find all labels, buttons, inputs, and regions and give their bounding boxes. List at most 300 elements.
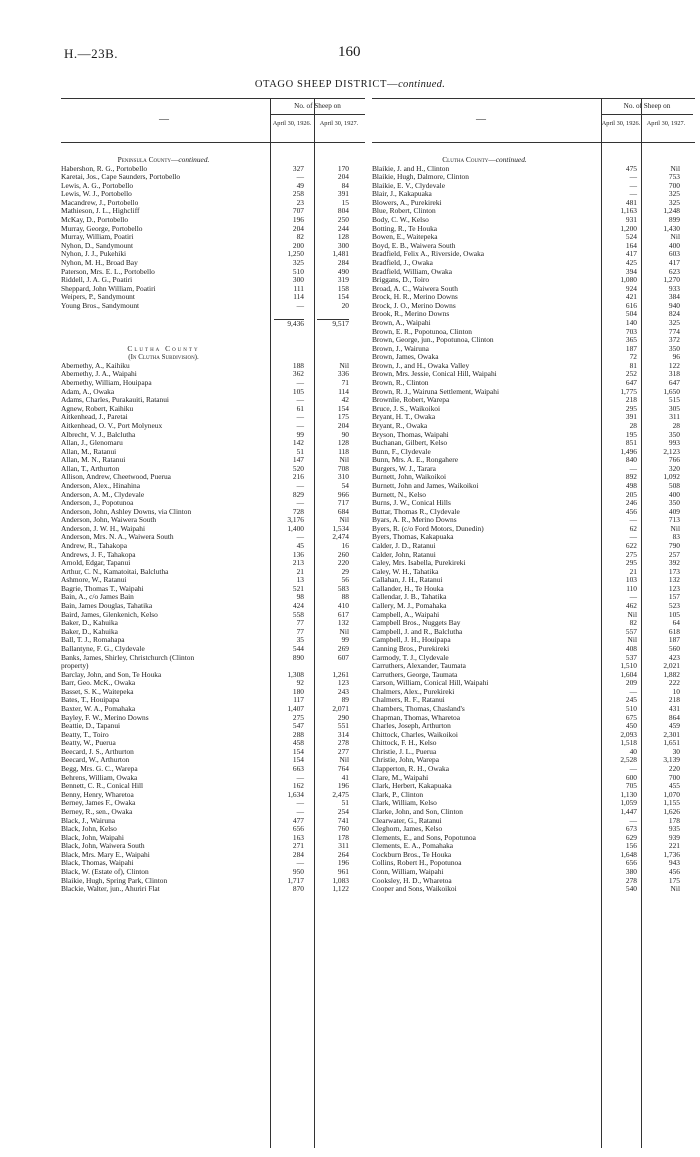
- table-row: [372, 422, 695, 431]
- sheep-1927-cell: 16: [341, 541, 349, 551]
- sheep-1926-cell: 288: [292, 729, 304, 739]
- owner-name-cell: Karetai, Jos., Cape Saunders, Portobello: [61, 173, 181, 182]
- sheep-1926-cell: —: [296, 172, 304, 182]
- table-row: [61, 851, 365, 860]
- sheep-1927-cell: 123: [668, 583, 680, 593]
- sheep-1926-cell: 1,496: [620, 446, 637, 456]
- sheep-1927-cell: 157: [668, 592, 680, 602]
- sheep-1927-cell: 260: [337, 549, 349, 559]
- sheep-1927-cell: 84: [341, 180, 349, 190]
- sheep-1926-cell: 656: [292, 824, 304, 834]
- owner-name-cell: Bryant, R., Owaka: [372, 421, 428, 430]
- owner-name-cell: Brook, R., Merino Downs: [372, 310, 450, 319]
- table-row: [372, 696, 695, 705]
- owner-name-cell: Chalmers, R. F., Ratanui: [372, 696, 445, 705]
- owner-name-cell: Abernethy, A., Kaihiku: [61, 361, 130, 370]
- table-row: [61, 731, 365, 740]
- owner-name-cell: Bradfield, Felix A., Riverside, Owaka: [372, 250, 485, 259]
- sheep-1927-cell: 314: [337, 729, 349, 739]
- owner-name-cell: Brownlie, Robert, Warepa: [372, 396, 450, 405]
- sheep-1927-cell: 1,070: [663, 789, 680, 799]
- sheep-1927-cell: 417: [668, 257, 680, 267]
- sheep-1927-cell: Nil: [339, 360, 349, 370]
- header-rule: [372, 142, 695, 143]
- owner-name-cell: Bain, A., c/o James Bain: [61, 593, 134, 602]
- table-row: [372, 319, 695, 328]
- owner-name-cell: Carruthers, George, Taumata: [372, 670, 458, 679]
- table-row: [61, 491, 365, 500]
- owner-name-cell: Black, Thomas, Waipahi: [61, 859, 134, 868]
- sheep-1926-cell: 408: [625, 643, 637, 653]
- owner-name-cell: Bradfield, J., Owaka: [372, 258, 433, 267]
- table-row: [61, 756, 365, 765]
- table-row: [372, 225, 695, 234]
- table-row: [372, 714, 695, 723]
- owner-name-cell: Beattie, D., Tapanui: [61, 722, 121, 731]
- section-heading-text: [372, 156, 597, 165]
- sheep-1926-cell: —: [296, 772, 304, 782]
- sheep-1926-cell: 295: [625, 403, 637, 413]
- table-row: [372, 834, 695, 843]
- section-heading-text: [61, 353, 266, 362]
- sheep-1927-cell: 2,475: [332, 789, 349, 799]
- owner-name-cell: McKay, D., Portobello: [61, 216, 129, 225]
- owner-name-cell: Carson, William, Conical Hill, Waipahi: [372, 679, 489, 688]
- table-row: [372, 293, 695, 302]
- table-row: [61, 190, 365, 199]
- sheep-1927-cell: 372: [668, 335, 680, 345]
- owner-name-cell: Anderson, Alex., Hinahina: [61, 481, 141, 490]
- sheep-1926-cell: 82: [629, 618, 637, 628]
- table-row: [61, 165, 365, 174]
- owner-name-cell: Brown, James, Owaka: [372, 353, 439, 362]
- sheep-1927-cell: 1,534: [332, 523, 349, 533]
- sheep-1927-cell: 318: [668, 369, 680, 379]
- table-rows: [372, 156, 695, 894]
- sheep-1927-cell: 204: [337, 172, 349, 182]
- sheep-1927-cell: 123: [337, 678, 349, 688]
- sheep-1927-cell: 257: [668, 549, 680, 559]
- owner-name-cell: Callander, H., Te Houka: [372, 584, 444, 593]
- sheep-1926-cell: Nil: [627, 609, 637, 619]
- sheep-1927-cell: 222: [668, 678, 680, 688]
- sheep-1926-cell: 462: [625, 601, 637, 611]
- table-row: [61, 465, 365, 474]
- owner-name-cell: Anderson, J. W. H., Waipahi: [61, 524, 146, 533]
- sheep-1926-cell: 2,528: [620, 755, 637, 765]
- sheep-1926-cell: 510: [625, 704, 637, 713]
- sheep-1926-cell: 458: [292, 738, 304, 748]
- owner-name-cell: Allan, J., Glenomaru: [61, 439, 123, 448]
- sheep-1926-cell: 51: [296, 446, 304, 456]
- table-row: [372, 817, 695, 826]
- sheep-1926-cell: —: [629, 189, 637, 199]
- sheep-1927-cell: 1,122: [332, 884, 349, 894]
- table-row: [372, 877, 695, 886]
- table-row: [61, 225, 365, 234]
- sheep-1926-cell: —: [296, 300, 304, 310]
- table-row: [372, 791, 695, 800]
- owner-name-cell: Baxter, W. A., Pomahaka: [61, 705, 136, 713]
- owner-name-cell: Murray, George, Portobello: [61, 224, 143, 233]
- spacer-row: [61, 310, 365, 319]
- owner-name-cell: Abernethy, J. A., Waipahi: [61, 370, 137, 379]
- table-row: [372, 465, 695, 474]
- table-row: [61, 173, 365, 182]
- sheep-1927-cell: 20: [341, 300, 349, 310]
- table-row: [372, 671, 695, 680]
- right-sheep-table: [372, 98, 695, 1148]
- sheep-1926-cell: —: [629, 686, 637, 696]
- owner-name-cell: Brown, George, jun., Popotunoa, Clinton: [372, 336, 494, 345]
- sheep-1927-cell: 2,021: [663, 661, 680, 671]
- owner-name-cell: Begg, Mrs. G. C., Warepa: [61, 765, 138, 774]
- table-row: [372, 207, 695, 216]
- col-1926-header: April 30, 1926.: [601, 120, 641, 127]
- table-row: [61, 636, 365, 645]
- table-row: [372, 868, 695, 877]
- table-row: [372, 576, 695, 585]
- owner-name-cell: Campbell Bros., Nuggets Bay: [372, 619, 461, 628]
- owner-name-cell: Black, W. (Estate of), Clinton: [61, 867, 149, 876]
- table-row: [372, 542, 695, 551]
- sheep-1926-cell: 629: [625, 832, 637, 842]
- table-row: [372, 448, 695, 457]
- sheep-1926-cell: 195: [625, 429, 637, 439]
- sheep-1927-cell: 350: [668, 498, 680, 508]
- table-row: [372, 842, 695, 851]
- sheep-1926-cell: 931: [625, 215, 637, 225]
- sheep-1926-cell: 300: [292, 275, 304, 285]
- owner-name-cell: Andrew, R., Tahakopa: [61, 542, 127, 551]
- sheep-1927-cell: 1,261: [332, 669, 349, 679]
- owner-name-cell: Nyhon, J. J., Pukehiki: [61, 250, 127, 259]
- owner-name-cell: Allan, T., Arthurton: [61, 464, 120, 473]
- sheep-1927-cell: 175: [668, 875, 680, 885]
- sheep-1926-cell: 82: [296, 232, 304, 242]
- sheep-1926-cell: —: [629, 532, 637, 542]
- sheep-1926-cell: —: [629, 815, 637, 825]
- sheep-1926-cell: 675: [625, 712, 637, 722]
- table-row: [372, 782, 695, 791]
- owner-name-cell: Body, C. W., Kelso: [372, 216, 429, 225]
- table-row: [61, 774, 365, 783]
- sheep-1927-cell: Nil: [339, 755, 349, 765]
- table-row: [372, 182, 695, 191]
- table-row: [372, 722, 695, 731]
- sheep-1927-cell: 300: [337, 240, 349, 250]
- owner-name-cell: Weipers, P., Sandymount: [61, 293, 135, 302]
- sheep-1927-cell: 2,301: [663, 729, 680, 739]
- sheep-1927-cell: 490: [337, 266, 349, 276]
- owner-name-cell: Charles, Joseph, Arthurton: [372, 722, 451, 731]
- table-rows: [61, 156, 365, 894]
- sheep-1927-cell: 158: [337, 283, 349, 293]
- sheep-1927-cell: 278: [337, 738, 349, 748]
- table-row: [372, 611, 695, 620]
- owner-name-cell: Baker, D., Kahuika: [61, 627, 118, 636]
- sheep-1927-cell: Nil: [339, 515, 349, 525]
- table-row: [61, 182, 365, 191]
- owner-name-cell: Canning Bros., Purekireki: [372, 644, 450, 653]
- owner-name-cell: Boyd, E. B., Waiwera South: [372, 241, 456, 250]
- owner-name-cell: Campbell, J. and R., Balclutha: [372, 627, 463, 636]
- owner-name-cell: Ballantyne, F. G., Clydevale: [61, 644, 145, 653]
- table-row: [61, 516, 365, 525]
- sheep-1926-cell: 164: [625, 240, 637, 250]
- title-continued: continued.: [398, 79, 446, 90]
- sheep-1927-cell: 89: [341, 695, 349, 705]
- owner-name-cell: Brock, J. O., Merino Downs: [372, 301, 456, 310]
- sheep-1927-cell: 708: [337, 463, 349, 473]
- owner-name-cell: Clark, P., Clinton: [372, 790, 424, 799]
- owner-name-cell: Anderson, J., Popotunoa: [61, 499, 134, 508]
- owner-name-cell: Bryson, Thomas, Waipahi: [372, 430, 449, 439]
- table-row: [61, 422, 365, 431]
- owner-name-cell: Blair, J., Kakapuaka: [372, 190, 432, 199]
- table-row: [372, 388, 695, 397]
- owner-name-cell: Bain, James Douglas, Tahatika: [61, 602, 153, 611]
- sheep-1926-cell: 21: [629, 566, 637, 576]
- sheep-1926-cell: 187: [625, 343, 637, 353]
- sheep-1927-cell: 1,248: [663, 206, 680, 216]
- sheep-1927-cell: 515: [668, 395, 680, 405]
- sheep-1926-cell: 163: [292, 832, 304, 842]
- sheep-1926-cell: 136: [292, 549, 304, 559]
- heading-label: (In Clutha Subdivision).: [128, 353, 199, 362]
- table-row: [61, 533, 365, 542]
- table-row: [61, 808, 365, 817]
- sheep-1926-cell: 105: [292, 386, 304, 396]
- sheep-1927-cell: 325: [668, 317, 680, 327]
- table-row: [61, 370, 365, 379]
- owner-name-cell: Bagrie, Thomas T., Waipahi: [61, 584, 144, 593]
- sheep-1927-cell: 713: [668, 515, 680, 525]
- group-rule: [601, 114, 693, 115]
- sheep-1926-cell: 209: [625, 678, 637, 688]
- sheep-1926-cell: 477: [292, 815, 304, 825]
- sheep-1927-cell: 284: [337, 257, 349, 267]
- sheep-1927-cell: 2,071: [332, 704, 349, 713]
- sheep-1926-cell: 213: [292, 558, 304, 568]
- sheep-1927-cell: 244: [337, 223, 349, 233]
- owner-name-cell: Macandrew, J., Portobello: [61, 198, 139, 207]
- table-row: [61, 834, 365, 843]
- sheep-1926-cell: 1,308: [287, 669, 304, 679]
- table-row: [61, 602, 365, 611]
- sheep-1926-cell: 892: [625, 472, 637, 482]
- sheep-1926-cell: 656: [625, 858, 637, 868]
- sheep-1927-cell: 456: [668, 866, 680, 876]
- sheep-1927-cell: 583: [337, 583, 349, 593]
- table-row: [372, 885, 695, 894]
- sheep-1926-cell: 1,200: [620, 223, 637, 233]
- sheep-1926-cell: —: [296, 798, 304, 808]
- owner-name-cell: Aitkenhead, O. V., Port Molyneux: [61, 421, 163, 430]
- owner-name-cell: Brock, H. R., Merino Downs: [372, 293, 458, 302]
- sheep-1926-cell: 663: [292, 764, 304, 774]
- owner-name-cell: Black, John, Waiwera South: [61, 842, 145, 851]
- table-row: [61, 551, 365, 560]
- col-1927-header: April 30, 1927.: [319, 120, 359, 127]
- table-row: [61, 525, 365, 534]
- sheep-1926-cell: 520: [292, 463, 304, 473]
- sheep-1927-cell: 391: [337, 189, 349, 199]
- owner-name-cell: Bowen, E., Waitepeka: [372, 233, 438, 242]
- table-row: [372, 199, 695, 208]
- table-row: [372, 628, 695, 637]
- sheep-1927-cell: 717: [337, 498, 349, 508]
- sheep-1927-cell: 966: [337, 489, 349, 499]
- sheep-1927-cell: 10: [672, 686, 680, 696]
- sheep-1927-cell: 551: [337, 721, 349, 731]
- table-row: [61, 842, 365, 851]
- heading-label: Clutha County—: [442, 156, 496, 164]
- table-row: [372, 491, 695, 500]
- table-row: [61, 293, 365, 302]
- table-row: [372, 654, 695, 663]
- owner-name-cell: Barr, Geo. McK., Owaka: [61, 679, 136, 688]
- sheep-1927-cell: 350: [668, 343, 680, 353]
- sheep-1926-cell: 851: [625, 438, 637, 448]
- sheep-1926-cell: 840: [625, 455, 637, 465]
- sheep-1927-cell: 170: [337, 163, 349, 173]
- sheep-1927-cell: 400: [668, 489, 680, 499]
- sheep-1926-cell: 673: [625, 824, 637, 834]
- owner-name-cell: Sheppard, John William, Poatiri: [61, 284, 156, 293]
- table-row: [372, 679, 695, 688]
- owner-name-cell: Allan, M., Ratanui: [61, 447, 117, 456]
- sheep-1926-cell: 705: [625, 781, 637, 791]
- section-heading: [61, 156, 365, 165]
- owner-name-cell: Paterson, Mrs. E. L., Portobello: [61, 267, 155, 276]
- sheep-1926-cell: 28: [629, 420, 637, 430]
- sheep-1926-cell: 200: [292, 240, 304, 250]
- table-row: [61, 662, 365, 671]
- sheep-1926-cell: —: [629, 463, 637, 473]
- sheep-1926-cell: 1,250: [287, 249, 304, 259]
- sheep-1926-cell: —: [629, 515, 637, 525]
- table-row: [372, 525, 695, 534]
- sheep-1926-cell: —: [296, 532, 304, 542]
- sheep-1926-cell: 829: [292, 489, 304, 499]
- sheep-1926-cell: 728: [292, 506, 304, 516]
- owner-name-cell: Bates, T., Houipapa: [61, 696, 120, 705]
- sheep-1926-cell: 1,400: [287, 523, 304, 533]
- table-row: [61, 268, 365, 277]
- owner-name-cell: Murray, William, Poatiri: [61, 233, 134, 242]
- left-sheep-table: [61, 98, 365, 1148]
- owner-name-cell: Burnett, John, Waikoikoi: [372, 473, 446, 482]
- sheep-1927-cell: 196: [337, 781, 349, 791]
- table-row: [372, 859, 695, 868]
- owner-name-cell: Black, John, Kelso: [61, 825, 117, 834]
- owner-name-cell: Benny, Henry, Wharetoa: [61, 790, 134, 799]
- table-row: [61, 765, 365, 774]
- sheep-1927-cell: 290: [337, 712, 349, 722]
- sheep-1926-cell: 23: [296, 197, 304, 207]
- owner-name-cell: Clapperton, R. H., Owaka: [372, 765, 449, 774]
- sheep-1927-cell: Nil: [339, 626, 349, 636]
- sheep-1927-cell: 128: [337, 232, 349, 242]
- table-row: [372, 345, 695, 354]
- owner-name-cell: Black, J., Wairuna: [61, 816, 116, 825]
- sheep-1926-cell: 394: [625, 266, 637, 276]
- owner-name-cell: Clark, Herbert, Kakapuaka: [372, 782, 452, 791]
- table-row: [61, 722, 365, 731]
- table-row: [372, 748, 695, 757]
- sheep-1926-cell: 245: [625, 695, 637, 705]
- sheep-1927-cell: 1,736: [663, 849, 680, 859]
- owner-name-cell: Clark, William, Kelso: [372, 799, 437, 808]
- table-row: [61, 396, 365, 405]
- owner-name-cell: Riddell, J. A. G., Poatiri: [61, 276, 133, 285]
- sheep-1927-cell: 54: [341, 480, 349, 490]
- owner-name-cell: Mathieson, J. L., Highcliff: [61, 207, 140, 216]
- sheep-1926-cell: 188: [292, 360, 304, 370]
- sheep-1926-cell: 524: [625, 232, 637, 242]
- sheep-1927-cell: 647: [668, 378, 680, 388]
- owner-name-cell: Briggans, D., Toiro: [372, 276, 430, 285]
- sheep-1926-cell: 246: [625, 498, 637, 508]
- sheep-1927-cell: 764: [337, 764, 349, 774]
- table-row: [372, 336, 695, 345]
- sheep-1927-cell: 9,517: [317, 319, 349, 329]
- table-row: [61, 782, 365, 791]
- sheep-1927-cell: 220: [337, 558, 349, 568]
- sheep-1927-cell: 83: [672, 532, 680, 542]
- sheep-1927-cell: 175: [337, 412, 349, 422]
- table-row: [61, 302, 365, 311]
- sheep-1927-cell: 305: [668, 403, 680, 413]
- owner-name-cell: Clements, E., and Sons, Popotunoa: [372, 833, 476, 842]
- owner-name-cell: Bunn, Mrs. A. E., Rongahere: [372, 456, 459, 465]
- sheep-1927-cell: 132: [337, 618, 349, 628]
- sheep-1926-cell: —: [296, 480, 304, 490]
- table-row: [372, 533, 695, 542]
- sheep-1926-cell: 9,436: [274, 319, 304, 329]
- sheep-1926-cell: 205: [625, 489, 637, 499]
- owner-name-cell: Arthur, C. N., Kamatoitai, Balclutha: [61, 567, 169, 576]
- sheep-1926-cell: —: [296, 858, 304, 868]
- table-row: [372, 774, 695, 783]
- owner-name-cell: Clare, M., Waipahi: [372, 773, 429, 782]
- owner-name-cell: Chittock, Charles, Waikoikoi: [372, 730, 458, 739]
- owner-name-cell: Agnew, Robert, Kaihiku: [61, 404, 134, 413]
- table-row: [372, 756, 695, 765]
- sheep-1926-cell: 544: [292, 643, 304, 653]
- sheep-1926-cell: 391: [625, 412, 637, 422]
- owner-name-cell: Allison, Andrew, Cheetwood, Puerua: [61, 473, 171, 482]
- sheep-1927-cell: 409: [668, 506, 680, 516]
- table-row: [372, 190, 695, 199]
- table-row: [372, 473, 695, 482]
- sheep-1927-cell: 71: [341, 378, 349, 388]
- sheep-1927-cell: 325: [668, 197, 680, 207]
- sheep-1926-cell: 647: [625, 378, 637, 388]
- owner-name-cell: Campbell, J. H., Houipapa: [372, 636, 451, 645]
- sheep-1926-cell: —: [296, 395, 304, 405]
- owner-name-cell: Arnold, Edgar, Tapanui: [61, 559, 131, 568]
- sheep-1926-cell: 1,130: [620, 789, 637, 799]
- table-row: [372, 593, 695, 602]
- sheep-1927-cell: 319: [337, 275, 349, 285]
- sheep-1927-cell: 99: [341, 635, 349, 645]
- sheep-1927-cell: 961: [337, 866, 349, 876]
- sheep-1926-cell: 77: [296, 626, 304, 636]
- table-row: [61, 379, 365, 388]
- sheep-1927-cell: 899: [668, 215, 680, 225]
